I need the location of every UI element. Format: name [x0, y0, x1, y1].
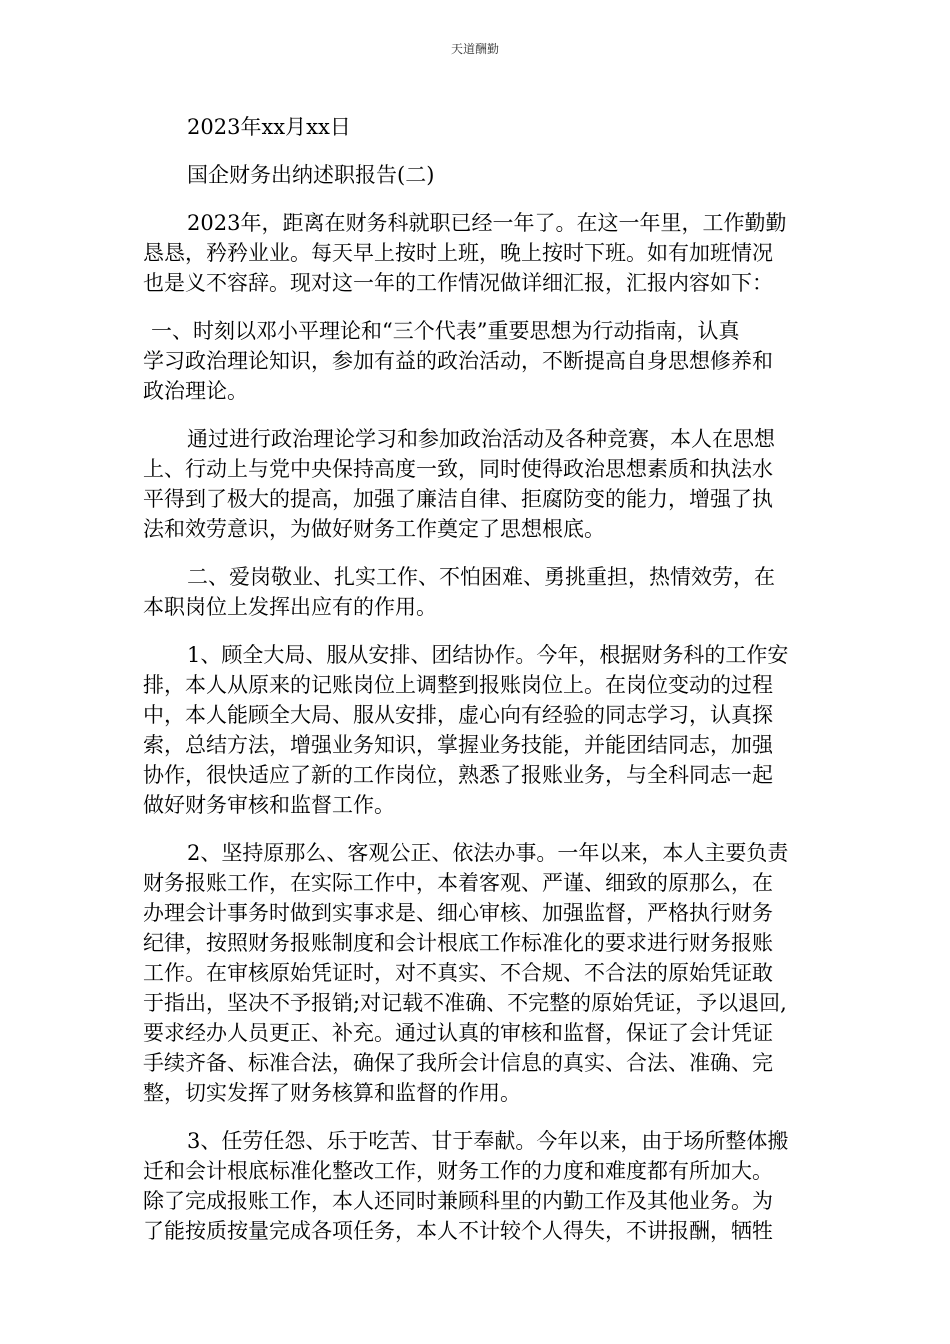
paragraph-line: 了能按质按量完成各项任务，本人不计较个人得失，不讲报酬，牺牲 [143, 1219, 773, 1243]
page-header: 天道酬勤 [450, 42, 499, 56]
paragraph-line: 要求经办人员更正、补充。通过认真的审核和监督，保证了会计凭证 [143, 1021, 773, 1045]
paragraph-line: 纪律，按照财务报账制度和会计根底工作标准化的要求进行财务报账 [143, 931, 773, 955]
paragraph-political-study [143, 424, 813, 544]
paragraph-line: 整，切实发挥了财务核算和监督的作用。 [143, 1081, 521, 1105]
document-body [143, 112, 813, 1246]
paragraph-line: 手续齐备、标准合法，确保了我所会计信息的真实、合法、准确、完 [143, 1051, 773, 1075]
paragraph-line: 索，总结方法，增强业务知识，掌握业务技能，并能团结同志，加强 [143, 733, 773, 757]
paragraph-line: 学习政治理论知识，参加有益的政治活动，不断提高自身思想修养和 [143, 349, 773, 373]
paragraph-line: 2、坚持原那么、客观公正、依法办事。一年以来，本人主要负责 [187, 841, 789, 865]
paragraph-line: 上、行动上与党中央保持高度一致，同时使得政治思想素质和执法水 [143, 457, 773, 481]
paragraph-line: 中，本人能顾全大局、服从安排，虚心向有经验的同志学习，认真探 [143, 703, 773, 727]
paragraph-line: 财务报账工作，在实际工作中，本着客观、严谨、细致的原那么，在 [143, 871, 773, 895]
paragraph-line: 1、顾全大局、服从安排、团结协作。今年，根据财务科的工作安 [187, 643, 789, 667]
paragraph-line: 做好财务审核和监督工作。 [143, 793, 395, 817]
paragraph-item-1 [143, 640, 813, 820]
paragraph-line: 2023年，距离在财务科就职已经一年了。在这一年里，工作勤勤 [187, 211, 787, 235]
paragraph-line: 二、爱岗敬业、扎实工作、不怕困难、勇挑重担，热情效劳，在 [187, 565, 775, 589]
paragraph-line: 于指出，坚决不予报销;对记载不准确、不完整的原始凭证，予以退回, [143, 991, 787, 1015]
paragraph-line: 工作。在审核原始凭证时，对不真实、不合规、不合法的原始凭证敢 [143, 961, 773, 985]
paragraph-line: 一、时刻以邓小平理论和“三个代表”重要思想为行动指南，认真 [151, 319, 740, 343]
paragraph-line: 办理会计事务时做到实事求是、细心审核、加强监督，严格执行财务 [143, 901, 773, 925]
paragraph-line: 政治理论。 [143, 379, 248, 403]
paragraph-item-2 [143, 838, 813, 1108]
paragraph-intro [143, 208, 813, 298]
paragraph-item-3 [143, 1126, 813, 1246]
paragraph-line: 法和效劳意识，为做好财务工作奠定了思想根底。 [143, 517, 605, 541]
paragraph-line: 也是义不容辞。现对这一年的工作情况做详细汇报，汇报内容如下： [143, 271, 773, 295]
paragraph-section-1 [143, 316, 813, 406]
paragraph-line: 通过进行政治理论学习和参加政治活动及各种竞赛，本人在思想 [187, 427, 775, 451]
paragraph-line: 迁和会计根底标准化整改工作，财务工作的力度和难度都有所加大。 [143, 1159, 773, 1183]
paragraph-line: 平得到了极大的提高，加强了廉洁自律、拒腐防变的能力，增强了执 [143, 487, 773, 511]
paragraph-line: 3、任劳任怨、乐于吃苦、甘于奉献。今年以来，由于场所整体搬 [187, 1129, 789, 1153]
paragraph-line: 本职岗位上发挥出应有的作用。 [143, 595, 437, 619]
paragraph-section-2 [143, 562, 813, 622]
paragraph-line: 排，本人从原来的记账岗位上调整到报账岗位上。在岗位变动的过程 [143, 673, 773, 697]
paragraph-line: 恳恳，矜矜业业。每天早上按时上班，晚上按时下班。如有加班情况 [143, 241, 773, 265]
paragraph-line: 除了完成报账工作，本人还同时兼顾科里的内勤工作及其他业务。为 [143, 1189, 773, 1213]
date-line: 2023年xx月xx日 [187, 115, 351, 139]
paragraph-line: 协作，很快适应了新的工作岗位，熟悉了报账业务，与全科同志一起 [143, 763, 773, 787]
document-title: 国企财务出纳述职报告(二) [187, 163, 435, 187]
